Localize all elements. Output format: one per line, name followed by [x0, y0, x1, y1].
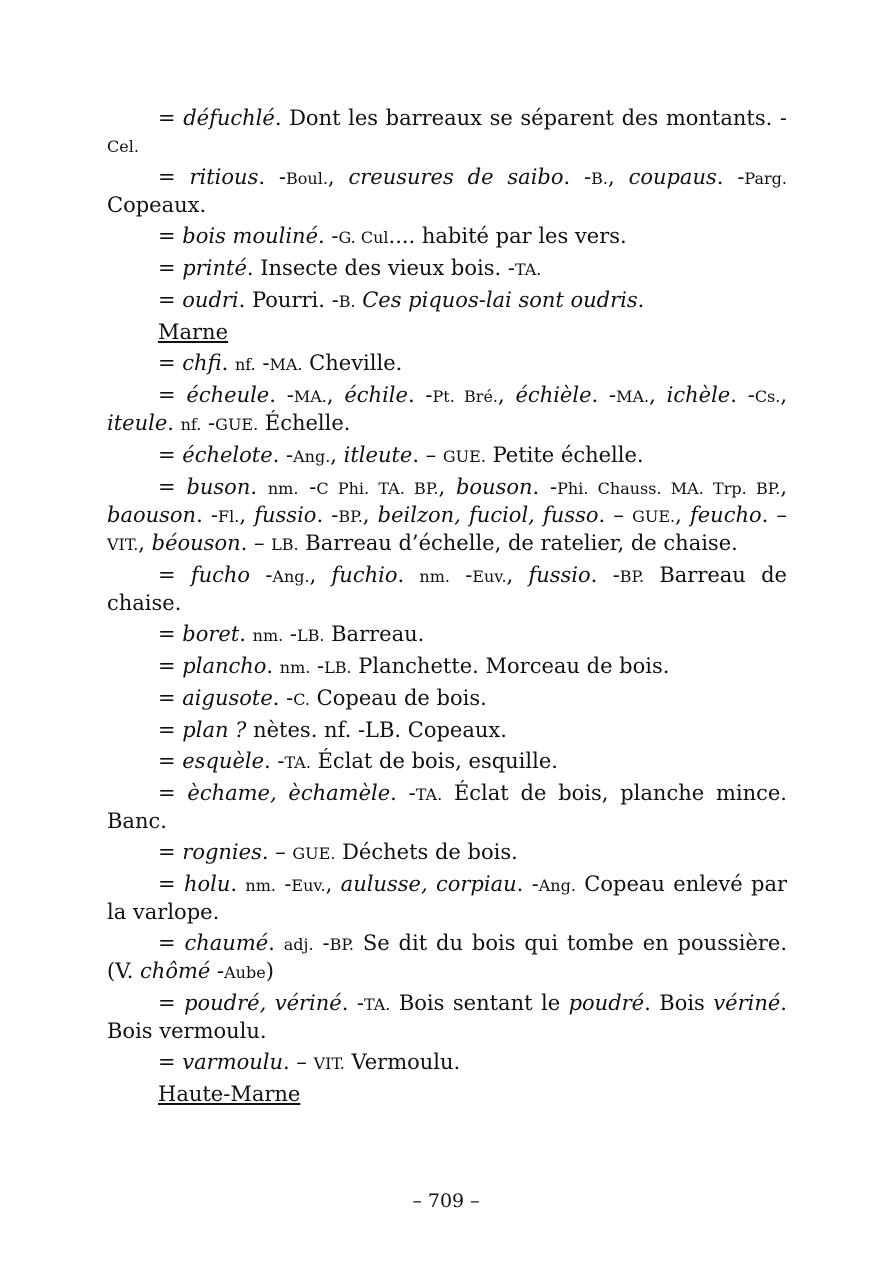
entry-text: . -	[272, 443, 294, 467]
entry-abbrev: LB.	[296, 626, 325, 645]
dictionary-entry	[107, 474, 787, 558]
entry-text: .	[167, 411, 181, 435]
entry-text: . -	[563, 165, 592, 189]
entry-text: ,	[506, 563, 529, 587]
entry-term: ichèle	[666, 383, 731, 407]
entry-text: -	[255, 351, 270, 375]
entry-text: nètes. nf. -LB. Copeaux.	[246, 718, 507, 742]
entry-abbrev: GUE.	[215, 415, 259, 434]
entry-text: =	[158, 686, 183, 710]
entry-abbrev: nf.	[180, 415, 202, 434]
entry-abbrev: BP.	[329, 935, 354, 954]
entry-text: . -	[341, 991, 364, 1015]
entry-term: plan ?	[182, 718, 247, 742]
entry-text: Copeau enlevé par la varlope.	[107, 872, 788, 924]
entry-text: . Insecte des vieux bois. -	[246, 256, 515, 280]
entry-text: Se dit du bois qui tombe en poussière. (V.	[107, 931, 787, 983]
entry-text: -	[310, 654, 325, 678]
entry-term: bois mouliné	[182, 224, 319, 248]
entry-text: =	[158, 563, 191, 587]
entry-term: écheule	[186, 383, 270, 407]
entry-term: oudri	[182, 288, 239, 312]
entry-text: . –	[240, 531, 272, 555]
entry-abbrev: Euv.	[472, 567, 507, 586]
entry-term: échelote	[182, 443, 273, 467]
entry-text: . –	[761, 503, 787, 527]
entry-text: =	[158, 165, 190, 189]
entry-text: ,	[362, 503, 378, 527]
dictionary-entry	[107, 621, 787, 649]
dictionary-entry	[107, 1049, 787, 1077]
entry-text: ,	[608, 165, 629, 189]
entry-term: vériné	[713, 991, 781, 1015]
dictionary-entry	[107, 255, 787, 283]
entry-text: . –	[283, 1050, 314, 1074]
dictionary-entry	[107, 350, 787, 378]
entry-text: ,	[330, 443, 344, 467]
entry-text: =	[158, 351, 183, 375]
entry-abbrev: TA.	[514, 260, 542, 279]
entry-text: Éclat de bois, planche mince. Banc.	[107, 781, 787, 833]
entry-text: . -	[590, 563, 620, 587]
entry-abbrev: B.	[338, 292, 356, 311]
entry-text: . Bois	[644, 991, 714, 1015]
page-number: – 709 –	[412, 1190, 480, 1212]
entry-text: Bois sentant le	[390, 991, 569, 1015]
entry-text: Barreau d’échelle, de ratelier, de chaise.	[298, 531, 738, 555]
entry-abbrev: Aube	[224, 963, 266, 982]
entry-text: ,	[649, 383, 667, 407]
entry-term: rognies	[182, 840, 262, 864]
entry-text: Échelle.	[258, 411, 351, 435]
entry-abbrev: VIT.	[313, 1054, 345, 1073]
entry-text: . -	[730, 383, 755, 407]
entry-abbrev: Phi. Chauss. MA. Trp. BP.	[557, 479, 781, 498]
entry-text: =	[158, 872, 184, 896]
page-content	[107, 105, 787, 1112]
entry-abbrev: MA.	[293, 387, 327, 406]
entry-text: .	[250, 475, 268, 499]
entry-term: aigusote	[182, 686, 273, 710]
entry-text: . -	[591, 383, 617, 407]
entry-text: . -	[269, 383, 294, 407]
entry-text: -	[298, 475, 317, 499]
entry-text: ,	[780, 475, 787, 499]
entry-abbrev: adj.	[283, 935, 314, 954]
entry-text: . -	[318, 224, 339, 248]
entry-text: -	[449, 563, 473, 587]
entry-term: poudré	[568, 991, 645, 1015]
entry-abbrev: GUE.	[292, 844, 336, 863]
entry-text: ,	[327, 165, 349, 189]
entry-abbrev: G. Cul	[338, 228, 389, 247]
entry-text: .	[239, 622, 253, 646]
entry-term: aulusse, corpiau	[340, 872, 517, 896]
entry-text: Copeaux.	[107, 193, 207, 217]
entry-text: .	[268, 931, 284, 955]
entry-text: ,	[138, 531, 152, 555]
entry-text: ,	[326, 383, 345, 407]
entry-abbrev: BP.	[619, 567, 645, 586]
entry-term: fuchio	[331, 563, 398, 587]
entry-text: =	[158, 622, 183, 646]
entry-text: .... habité par les vers.	[388, 224, 627, 248]
entry-abbrev: nm.	[419, 567, 450, 586]
dictionary-entry	[107, 442, 787, 470]
entry-term: fussio	[528, 563, 591, 587]
entry-abbrev: MA.	[269, 355, 303, 374]
entry-term: feucho	[689, 503, 762, 527]
entry-abbrev: GUE.	[442, 447, 486, 466]
entry-text: . Dont les barreaux se séparent des montants. -	[274, 106, 787, 130]
entry-text: -	[283, 622, 297, 646]
entry-text: .	[230, 872, 246, 896]
entry-term: fussio	[254, 503, 317, 527]
entry-text: ,	[498, 383, 516, 407]
entry-term: bouson	[455, 475, 533, 499]
entry-abbrev: B.	[591, 169, 608, 188]
entry-term: baouson	[107, 503, 197, 527]
dictionary-entry	[107, 287, 787, 315]
entry-text: ,	[239, 503, 255, 527]
entry-term: poudré, vériné	[184, 991, 342, 1015]
entry-abbrev: VIT.	[107, 535, 139, 554]
entry-term: chfi	[182, 351, 222, 375]
entry-term: ritious	[189, 165, 259, 189]
entry-term: varmoulu	[182, 1050, 284, 1074]
entry-text: . -	[390, 781, 416, 805]
entry-text: Planchette. Morceau de bois.	[351, 654, 670, 678]
dictionary-entry	[107, 839, 787, 867]
entry-text: .	[266, 654, 280, 678]
entry-text: . -	[264, 749, 285, 773]
entry-abbrev: Cel.	[107, 137, 139, 156]
entry-text: Barreau de chaise.	[107, 563, 787, 615]
entry-text: . -	[196, 503, 219, 527]
entry-term: holu	[183, 872, 231, 896]
entry-text: . Bois vermoulu.	[107, 991, 787, 1043]
entry-term: beilzon, fuciol, fusso	[377, 503, 599, 527]
entry-abbrev: TA.	[363, 995, 391, 1014]
entry-text: Copeau de bois.	[310, 686, 487, 710]
entry-abbrev: C.	[293, 690, 310, 709]
dictionary-entry	[107, 685, 787, 713]
entry-text: . Pourri. -	[238, 288, 339, 312]
entry-term: buson	[186, 475, 251, 499]
entry-text: -	[275, 872, 292, 896]
entry-abbrev: C Phi. TA. BP.	[316, 479, 439, 498]
dictionary-entry	[107, 990, 787, 1045]
entry-text: .	[397, 563, 420, 587]
entry-abbrev: Pt. Bré.	[432, 387, 498, 406]
entry-text: . -	[532, 475, 558, 499]
entry-text: =	[158, 443, 183, 467]
entry-text: ,	[309, 563, 332, 587]
entry-term: chaumé	[184, 931, 269, 955]
entry-text: . –	[261, 840, 293, 864]
entry-term: fucho	[190, 563, 251, 587]
entry-text: =	[158, 224, 183, 248]
section-heading: Marne	[158, 320, 229, 344]
entry-text: =	[158, 383, 187, 407]
section-heading: Haute-Marne	[158, 1082, 301, 1106]
entry-text: ,	[780, 383, 788, 407]
entry-text: =	[158, 840, 183, 864]
entry-abbrev: Fl.	[218, 507, 240, 526]
entry-abbrev: Ang.	[538, 876, 576, 895]
entry-abbrev: nm.	[245, 876, 276, 895]
entry-abbrev: Parg.	[744, 169, 787, 188]
entry-text: . -	[716, 165, 745, 189]
entry-term: échièle	[515, 383, 592, 407]
entry-text: =	[158, 749, 183, 773]
entry-text: =	[158, 781, 188, 805]
dictionary-entry	[107, 748, 787, 776]
entry-abbrev: TA.	[415, 785, 443, 804]
entry-text: . -	[407, 383, 433, 407]
entry-text: Vermoulu.	[344, 1050, 461, 1074]
entry-abbrev: nf.	[234, 355, 256, 374]
entry-text: .	[637, 288, 645, 312]
entry-text: ,	[675, 503, 690, 527]
entry-term: esquèle	[182, 749, 265, 773]
dictionary-entry	[107, 382, 787, 438]
entry-text: =	[158, 931, 185, 955]
dictionary-entry	[107, 653, 787, 681]
entry-text: . -	[516, 872, 539, 896]
entry-term: chômé	[140, 959, 211, 983]
entry-abbrev: TA.	[284, 753, 311, 772]
entry-text: -	[201, 411, 216, 435]
entry-abbrev: Cs.	[754, 387, 781, 406]
entry-term: coupaus	[628, 165, 717, 189]
entry-text: . -	[258, 165, 286, 189]
entry-text: ,	[438, 475, 456, 499]
entry-term: béouson	[151, 531, 241, 555]
entry-abbrev: MA.	[616, 387, 650, 406]
entry-text: =	[158, 475, 187, 499]
dictionary-entry	[107, 105, 787, 160]
entry-term: défuchlé	[183, 106, 275, 130]
entry-text: -	[250, 563, 273, 587]
entry-text: ,	[325, 872, 341, 896]
dictionary-entry	[107, 930, 787, 986]
entry-text: . –	[598, 503, 633, 527]
entry-abbrev: GUE.	[632, 507, 676, 526]
entry-text: Déchets de bois.	[335, 840, 518, 864]
entry-text: =	[158, 654, 183, 678]
entry-term: plancho	[182, 654, 267, 678]
entry-text: .	[221, 351, 235, 375]
entry-text: Cheville.	[302, 351, 403, 375]
entry-text: =	[158, 718, 183, 742]
entry-term: iteule	[107, 411, 168, 435]
entry-abbrev: BP.	[338, 507, 363, 526]
entry-text: =	[158, 256, 183, 280]
entry-text: )	[265, 959, 274, 983]
dictionary-entry	[107, 780, 787, 835]
entry-term: échile	[344, 383, 408, 407]
entry-text: =	[158, 106, 184, 130]
entry-term: itleute	[343, 443, 413, 467]
entry-text: . -	[316, 503, 339, 527]
entry-abbrev: Ang.	[293, 447, 331, 466]
dictionary-entry	[107, 562, 787, 617]
entry-text: =	[158, 1050, 183, 1074]
entry-text: =	[158, 991, 185, 1015]
entry-abbrev: Ang.	[272, 567, 310, 586]
entry-term: èchame, èchamèle	[187, 781, 391, 805]
entry-abbrev: LB.	[324, 658, 352, 677]
entry-text: Éclat de bois, esquille.	[310, 749, 558, 773]
entry-text: -	[210, 959, 225, 983]
entry-term: Ces piquos-lai sont oudris	[362, 288, 638, 312]
entry-abbrev: nm.	[267, 479, 299, 498]
entry-text: Barreau.	[324, 622, 425, 646]
entry-abbrev: Euv.	[291, 876, 326, 895]
entry-abbrev: nm.	[279, 658, 311, 677]
entry-term: creusures de saibo	[348, 165, 564, 189]
dictionary-entry	[107, 223, 787, 251]
dictionary-entry	[107, 717, 787, 744]
entry-abbrev: nm.	[252, 626, 284, 645]
dictionary-entry	[107, 164, 787, 219]
entry-term: printé	[182, 256, 247, 280]
entry-abbrev: Boul.	[286, 169, 328, 188]
entry-text: . –	[412, 443, 443, 467]
entry-text: . -	[272, 686, 294, 710]
dictionary-entry	[107, 871, 787, 926]
entry-text: =	[158, 288, 183, 312]
entry-term: boret	[182, 622, 240, 646]
entry-text: -	[313, 931, 330, 955]
entry-text: Petite échelle.	[485, 443, 644, 467]
entry-abbrev: LB.	[271, 535, 299, 554]
